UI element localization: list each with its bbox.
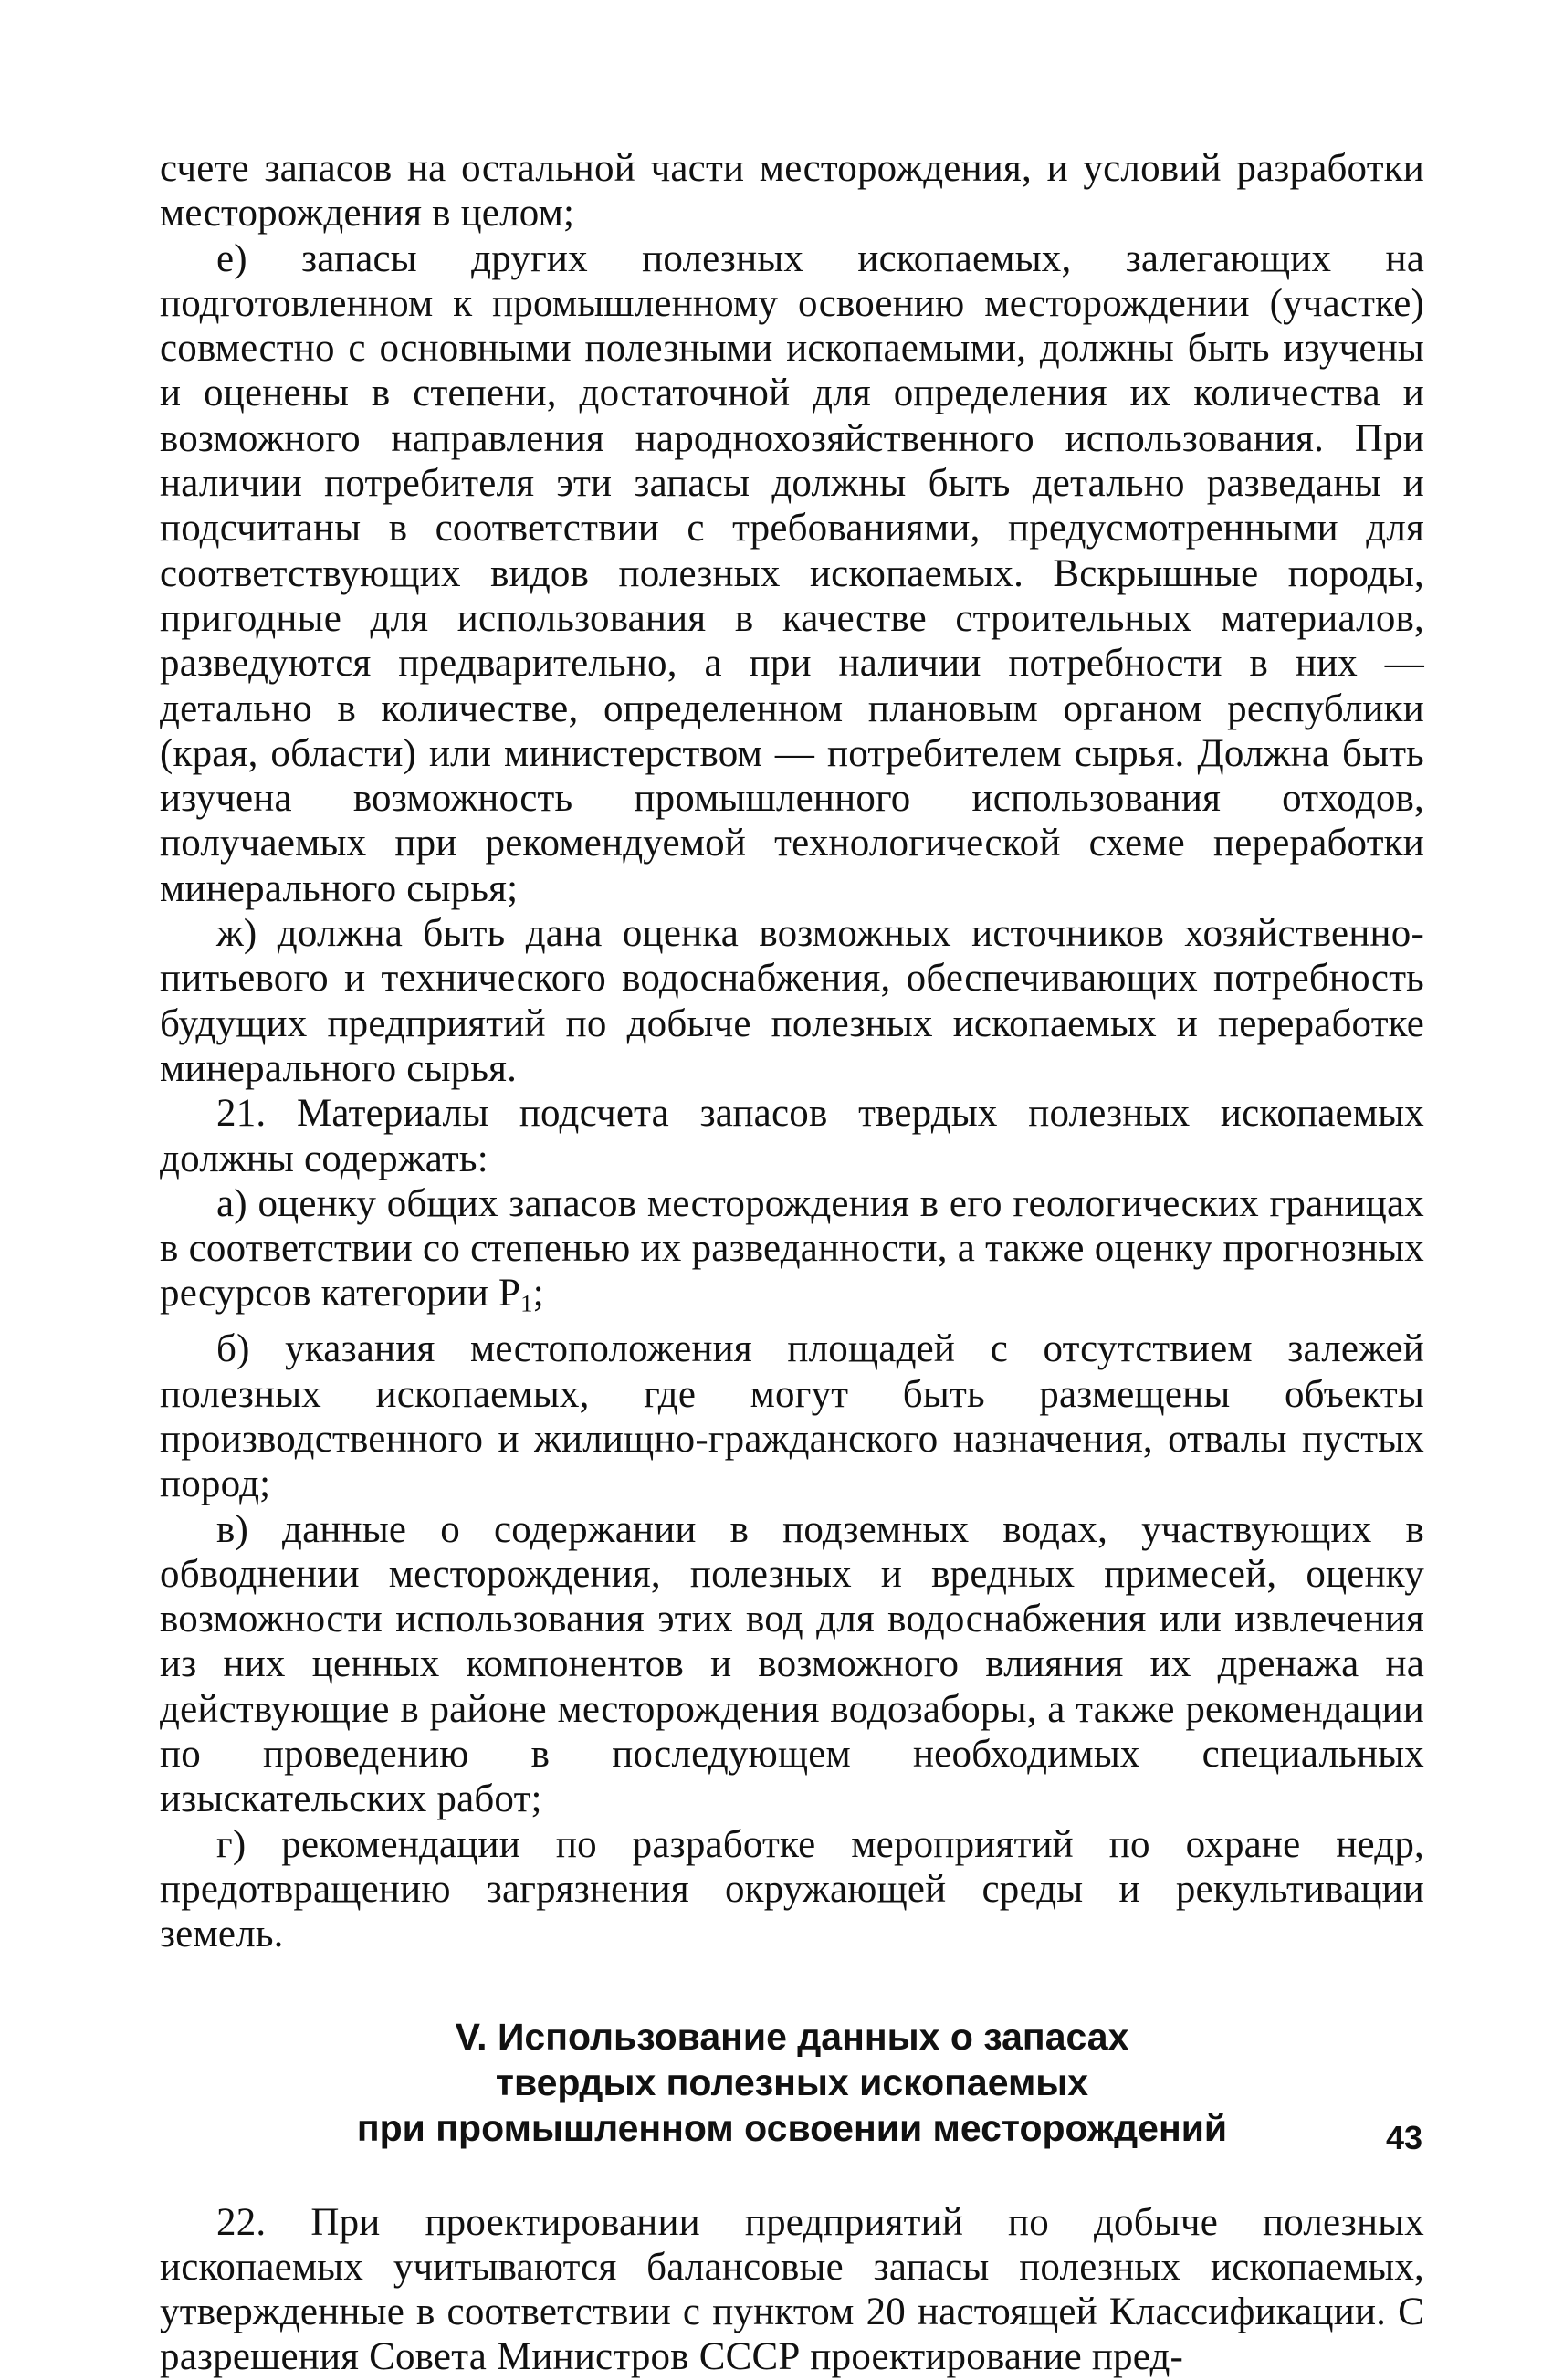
page-content — [160, 146, 1424, 2380]
page-number: 43 — [1385, 2119, 1422, 2156]
category-subscript: 1 — [520, 1290, 533, 1318]
paragraph-21: 21. Материалы подсчета запасов твердых полезных ископаемых должны содержать: — [160, 1092, 1424, 1180]
paragraph-g: г) рекомендации по разработке мероприятий по охране недр, предотвращению загрязнения окружающей среды и рекультивации земель. — [160, 1822, 1424, 1956]
paragraph-continuation: счете запасов на остальной части месторождения, и условий разработки месторождения в целом; — [160, 147, 1424, 236]
paragraph-22: 22. При проектировании предприятий по добыче полезных ископаемых учитываются балансовые запасы полезных ископаемых, утвержденные в соответствии с пунктом 20 настоящей Классификации. С разрешения Совета Министров СССР проектирование пред- — [160, 2200, 1424, 2379]
section-heading-line-2: твердых полезных ископаемых — [495, 2060, 1089, 2103]
section-heading-line-3: при промышленном освоении месторождений — [356, 2106, 1228, 2149]
section-heading-line-1: V. Использование данных о запасах — [455, 2015, 1129, 2058]
paragraph-e: е) запасы других полезных ископаемых, залегающих на подготовленном к промышленному освоению месторождении (участке) совместно с основными полезными ископаемыми, должны быть изучены и оценены в степени, достаточной для определения их количества и возможного направления народнохозяйственного использования. При наличии потребителя эти запасы должны быть детально разведаны и подсчитаны в соответствии с требованиями, предусмотренными для соответствующих видов полезных ископаемых. Вскрышные породы, пригодные для использования в качестве строительных материалов, разведуются предварительно, а при наличии потребности в них — детально в количестве, определенном плановым органом республики (края, области) или министерством — потребителем сырья. Должна быть изучена возможность промышленного использования отходов, получаемых при рекомендуемой технологической схеме переработки минерального сырья; — [160, 236, 1424, 910]
paragraph-a — [160, 1181, 1424, 1327]
paragraph-v: в) данные о содержании в подземных водах, участвующих в обводнении месторождения, полезных и вредных примесей, оценку возможности использования этих вод для водоснабжения или извлечения из них ценных компонентов и возможного влияния их дренажа на действующие в районе месторождения водозаборы, а также рекомендации по проведению в последующем необходимых специальных изыскательских работ; — [160, 1507, 1424, 1821]
paragraph-a-tail: ; — [532, 1272, 544, 1316]
paragraph-b: б) указания местоположения площадей с отсутствием залежей полезных ископаемых, где могут быть размещены объекты производственного и жилищно-гражданского назначения, отвалы пустых пород; — [160, 1327, 1424, 1506]
paragraph-zh: ж) должна быть дана оценка возможных источников хозяйственно-питьевого и технического водоснабжения, обеспечивающих потребность будущих предприятий по добыче полезных ископаемых и переработке минерального сырья. — [160, 912, 1424, 1090]
section-heading — [160, 2014, 1424, 2151]
paragraph-a-text: а) оценку общих запасов месторождения в его геологических границах в соответствии со степенью их разведанности, а также оценку прогнозных ресурсов категории P — [160, 1181, 1424, 1316]
